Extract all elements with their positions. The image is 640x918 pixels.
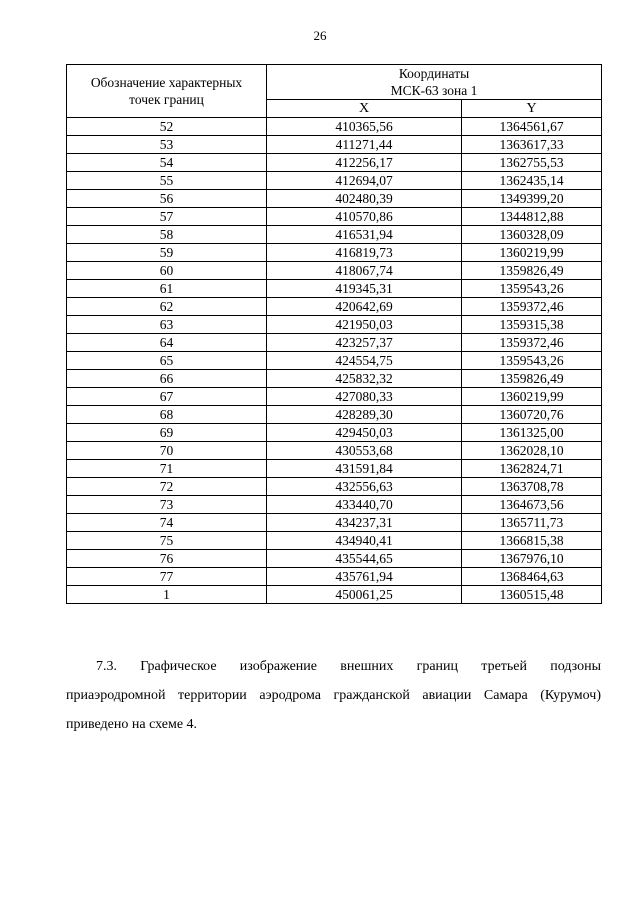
cell-y: 1360328,09 [462,226,602,244]
table-row [67,424,602,442]
table-row [67,154,602,172]
paragraph-line-2: приаэродромной территории аэродрома гражданской авиации Самара (Курумоч) [66,688,601,703]
cell-x: 402480,39 [267,190,462,208]
paragraph-7-3 [66,652,601,739]
cell-x: 411271,44 [267,136,462,154]
cell-y: 1359543,26 [462,280,602,298]
cell-point: 62 [67,298,267,316]
table-row [67,298,602,316]
cell-point: 77 [67,568,267,586]
table-row [67,334,602,352]
table-row [67,208,602,226]
cell-y: 1360720,76 [462,406,602,424]
cell-y: 1360515,48 [462,586,602,604]
table-row [67,460,602,478]
header-point-line2: точек границ [129,92,204,107]
cell-x: 418067,74 [267,262,462,280]
header-coordinates [267,65,602,100]
page-number: 26 [313,28,327,43]
cell-y: 1368464,63 [462,568,602,586]
cell-point: 71 [67,460,267,478]
cell-y: 1362755,53 [462,154,602,172]
table-row [67,352,602,370]
cell-y: 1349399,20 [462,190,602,208]
cell-x: 412256,17 [267,154,462,172]
cell-point: 60 [67,262,267,280]
cell-x: 420642,69 [267,298,462,316]
cell-x: 434940,41 [267,532,462,550]
cell-y: 1366815,38 [462,532,602,550]
header-coords-line1: Координаты [398,66,470,81]
cell-x: 416819,73 [267,244,462,262]
cell-x: 432556,63 [267,478,462,496]
cell-y: 1344812,88 [462,208,602,226]
table-row [67,388,602,406]
cell-point: 52 [67,118,267,136]
cell-y: 1359543,26 [462,352,602,370]
table-row [67,370,602,388]
cell-point: 58 [67,226,267,244]
header-y: Y [462,100,602,118]
cell-y: 1359372,46 [462,334,602,352]
cell-x: 431591,84 [267,460,462,478]
cell-x: 419345,31 [267,280,462,298]
table-row [67,568,602,586]
cell-point: 72 [67,478,267,496]
table-row [67,442,602,460]
header-point-line1: Обозначение характерных [90,75,243,90]
cell-x: 434237,31 [267,514,462,532]
cell-y: 1359315,38 [462,316,602,334]
cell-y: 1363617,33 [462,136,602,154]
coordinates-table [66,64,602,604]
header-x: X [267,100,462,118]
cell-x: 410365,56 [267,118,462,136]
cell-point: 68 [67,406,267,424]
cell-x: 435761,94 [267,568,462,586]
cell-y: 1359826,49 [462,262,602,280]
cell-x: 416531,94 [267,226,462,244]
paragraph-line-3: приведено на схеме 4. [66,717,198,732]
table-row [67,118,602,136]
cell-y: 1359826,49 [462,370,602,388]
table-row [67,496,602,514]
cell-y: 1361325,00 [462,424,602,442]
table-row [67,172,602,190]
cell-point: 64 [67,334,267,352]
cell-x: 427080,33 [267,388,462,406]
cell-point: 55 [67,172,267,190]
cell-x: 430553,68 [267,442,462,460]
cell-y: 1362824,71 [462,460,602,478]
cell-point: 57 [67,208,267,226]
cell-y: 1359372,46 [462,298,602,316]
cell-x: 428289,30 [267,406,462,424]
cell-x: 450061,25 [267,586,462,604]
table-row [67,136,602,154]
table-row [67,262,602,280]
table-row [67,406,602,424]
cell-x: 421950,03 [267,316,462,334]
cell-point: 73 [67,496,267,514]
cell-y: 1362028,10 [462,442,602,460]
table-row [67,190,602,208]
cell-x: 435544,65 [267,550,462,568]
cell-point: 56 [67,190,267,208]
table-row [67,244,602,262]
table-row [67,226,602,244]
cell-y: 1362435,14 [462,172,602,190]
cell-point: 75 [67,532,267,550]
cell-y: 1367976,10 [462,550,602,568]
cell-x: 425832,32 [267,370,462,388]
cell-point: 61 [67,280,267,298]
cell-x: 429450,03 [267,424,462,442]
cell-point: 70 [67,442,267,460]
cell-y: 1365711,73 [462,514,602,532]
cell-point: 53 [67,136,267,154]
cell-x: 410570,86 [267,208,462,226]
cell-point: 74 [67,514,267,532]
table-row [67,316,602,334]
cell-y: 1364561,67 [462,118,602,136]
cell-point: 65 [67,352,267,370]
table-row [67,280,602,298]
cell-point: 76 [67,550,267,568]
cell-point: 59 [67,244,267,262]
table-row [67,586,602,604]
cell-point: 66 [67,370,267,388]
cell-point: 69 [67,424,267,442]
table-row [67,532,602,550]
header-coords-line2: МСК-63 зона 1 [390,83,478,98]
cell-point: 63 [67,316,267,334]
cell-point: 54 [67,154,267,172]
paragraph-line-1: 7.3. Графическое изображение внешних границ третьей подзоны [96,659,601,674]
cell-x: 423257,37 [267,334,462,352]
cell-y: 1364673,56 [462,496,602,514]
cell-x: 433440,70 [267,496,462,514]
cell-x: 412694,07 [267,172,462,190]
cell-y: 1360219,99 [462,388,602,406]
cell-point: 67 [67,388,267,406]
cell-y: 1360219,99 [462,244,602,262]
cell-y: 1363708,78 [462,478,602,496]
cell-point: 1 [67,586,267,604]
cell-x: 424554,75 [267,352,462,370]
table-row [67,514,602,532]
table-row [67,550,602,568]
table-row [67,478,602,496]
header-point-designation [67,65,267,118]
